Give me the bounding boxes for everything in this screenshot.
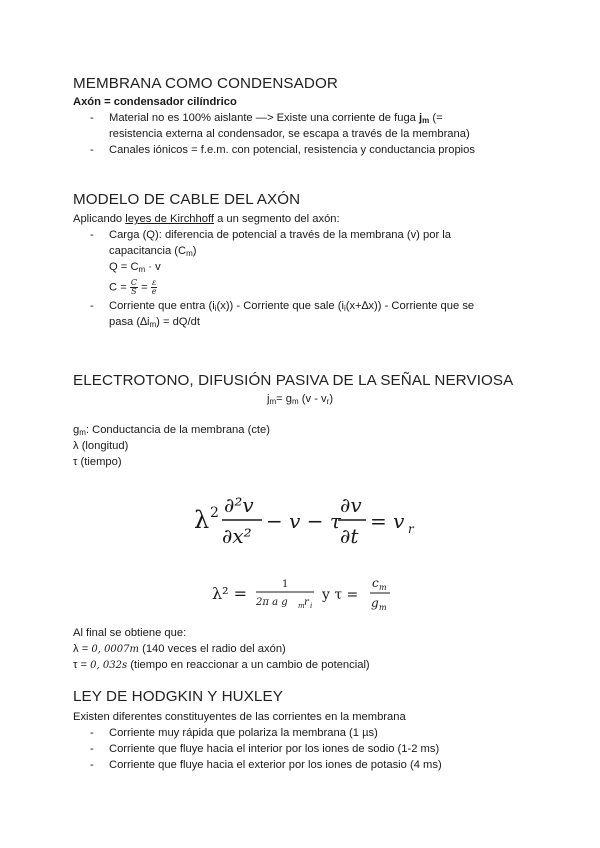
hodgkin-intro: Existen diferentes constituyentes de las corrientes en la membrana bbox=[73, 711, 406, 723]
text-fragment: C bbox=[130, 277, 137, 287]
lambda-tau-equation-image bbox=[212, 574, 402, 616]
section-title-electrotono: ELECTROTONO, DIFUSIÓN PASIVA DE LA SEÑAL NERVIOSA bbox=[73, 372, 514, 389]
bullet-list-hodgkin bbox=[73, 726, 533, 774]
eq-dx2: ∂x² bbox=[222, 524, 252, 548]
list-item: - Corriente que fluye hacia el interior por los iones de sodio (1-2 ms) bbox=[73, 742, 533, 758]
text-fragment: Q = C bbox=[109, 260, 139, 273]
kirchhoff-link[interactable]: leyes de Kirchhoff bbox=[125, 213, 214, 225]
eq2-denominator: 2π a g bbox=[256, 597, 288, 608]
text-fragment: = g bbox=[276, 393, 292, 405]
text-fragment: ε bbox=[151, 277, 157, 287]
final-results bbox=[73, 626, 533, 674]
text-fragment: ) bbox=[192, 244, 197, 257]
text-fragment: ) bbox=[329, 393, 334, 405]
text-fragment: m bbox=[149, 319, 157, 329]
eq-sub-r: r bbox=[408, 522, 414, 536]
eq2-y-tau: y τ = bbox=[322, 587, 359, 603]
jm-equation bbox=[0, 392, 600, 408]
eq2-g-sub-m: m bbox=[379, 603, 387, 612]
text-fragment: (tiempo en reaccionar a un cambio de potencial) bbox=[127, 658, 370, 671]
final-intro: Al final se obtiene que: bbox=[73, 627, 187, 639]
section-body-hodgkin bbox=[73, 710, 533, 774]
lambda-value bbox=[73, 642, 533, 658]
section-title-hodgkin: LEY DE HODGKIN Y HUXLEY bbox=[73, 688, 283, 705]
text-fragment: 0, 032s bbox=[90, 659, 128, 671]
text-fragment: Aplicando bbox=[73, 213, 126, 225]
eq2-sub-m: m bbox=[298, 602, 305, 610]
text-fragment: a un segmento del axón: bbox=[213, 213, 340, 225]
text-fragment: Material no es 100% aislante —> Existe una corriente de fuga bbox=[109, 111, 420, 124]
list-item: - Corriente muy rápida que polariza la membrana (1 µs) bbox=[73, 726, 533, 742]
eq-sup-2: 2 bbox=[210, 505, 219, 521]
text-fragment: g bbox=[73, 424, 80, 436]
text-fragment: (x+∆x)) - Corriente que se bbox=[345, 299, 475, 312]
text-fragment: m bbox=[138, 264, 146, 274]
section-title-membrana: MEMBRANA COMO CONDENSADOR bbox=[73, 75, 338, 92]
bullet-list-cable bbox=[73, 228, 533, 331]
section-body-cable bbox=[73, 212, 533, 331]
text-fragment: (v - v bbox=[298, 393, 327, 405]
text-fragment: capacitancia (C bbox=[109, 244, 187, 257]
text-fragment: e bbox=[151, 286, 157, 296]
text-fragment: m bbox=[79, 428, 86, 437]
text-fragment: S bbox=[131, 286, 137, 296]
fraction-eps-e bbox=[151, 279, 158, 296]
gm-definition bbox=[73, 423, 533, 439]
section-body-membrana bbox=[73, 95, 533, 159]
variable-definitions bbox=[73, 423, 533, 471]
eq2-c-sub-m: m bbox=[379, 583, 387, 592]
text-fragment: j bbox=[419, 111, 423, 124]
fraction-c-s bbox=[130, 279, 138, 296]
bullet-list-membrana bbox=[73, 111, 533, 159]
list-item: - Corriente que fluye hacia el exterior por los iones de potasio (4 ms) bbox=[73, 758, 533, 774]
list-item bbox=[73, 111, 533, 143]
text-fragment: : Conductancia de la membrana (cte) bbox=[85, 424, 270, 436]
list-item bbox=[73, 143, 533, 159]
text-fragment: m bbox=[186, 248, 193, 258]
eq2-r: r bbox=[304, 597, 309, 608]
subtitle-axon: Axón = condensador cilíndrico bbox=[73, 96, 237, 108]
text-fragment: m bbox=[269, 397, 277, 406]
list-item bbox=[73, 228, 533, 296]
section-title-cable: MODELO DE CABLE DEL AXÓN bbox=[73, 191, 301, 208]
tau-value bbox=[73, 658, 533, 674]
text-fragment: i bbox=[214, 303, 217, 313]
eq2-numerator-one: 1 bbox=[282, 579, 289, 590]
text-fragment: j bbox=[266, 393, 270, 405]
text-fragment: pasa (∆i bbox=[109, 315, 150, 328]
eq2-lambda-squared: λ² = bbox=[212, 584, 248, 603]
text-fragment: (140 veces el radio del axón) bbox=[139, 642, 286, 655]
list-item bbox=[73, 299, 533, 331]
intro-kirchhoff bbox=[73, 212, 533, 228]
text-fragment: m bbox=[292, 397, 299, 406]
text-fragment: ) = dQ/dt bbox=[156, 315, 200, 328]
eq2-sub-i: i bbox=[310, 602, 313, 610]
eq-dt: ∂t bbox=[340, 524, 359, 548]
text-fragment: m bbox=[422, 115, 430, 125]
text-fragment: = bbox=[137, 281, 151, 294]
text-fragment: Corriente que entra (i bbox=[109, 299, 215, 312]
eq-lambda: λ bbox=[194, 506, 210, 534]
text-fragment: 0, 0007m bbox=[91, 643, 139, 655]
text-fragment: C = bbox=[109, 281, 130, 294]
eq-minus-v-minus-tau: − v − τ bbox=[266, 509, 341, 533]
text-fragment: resistencia externa al condensador, se escapa a través de la membrana) bbox=[109, 127, 470, 140]
cable-equation-image bbox=[180, 484, 420, 556]
eq2-g: g bbox=[371, 596, 379, 610]
text-fragment: (x)) - Corriente que sale (i bbox=[216, 299, 344, 312]
text-fragment: Canales iónicos = f.e.m. con potencial, resistencia y conductancia propios bbox=[109, 143, 475, 156]
capacitance-formula bbox=[109, 279, 157, 296]
text-fragment: λ = bbox=[73, 642, 92, 655]
text-fragment: τ = bbox=[73, 658, 91, 671]
tau-definition: τ (tiempo) bbox=[73, 455, 122, 468]
lambda-definition: λ (longitud) bbox=[73, 439, 129, 452]
eq2-c: c bbox=[372, 576, 379, 590]
text-fragment: i bbox=[343, 303, 346, 313]
text-fragment: Carga (Q): diferencia de potencial a través de la membrana (v) por la bbox=[109, 228, 451, 241]
eq-dv: ∂v bbox=[340, 493, 362, 517]
text-fragment: (= bbox=[429, 111, 443, 124]
text-fragment: · v bbox=[145, 260, 161, 273]
text-fragment: r bbox=[326, 397, 330, 406]
eq-equals-v: = v bbox=[370, 509, 405, 533]
eq-d2v: ∂²v bbox=[224, 493, 254, 517]
